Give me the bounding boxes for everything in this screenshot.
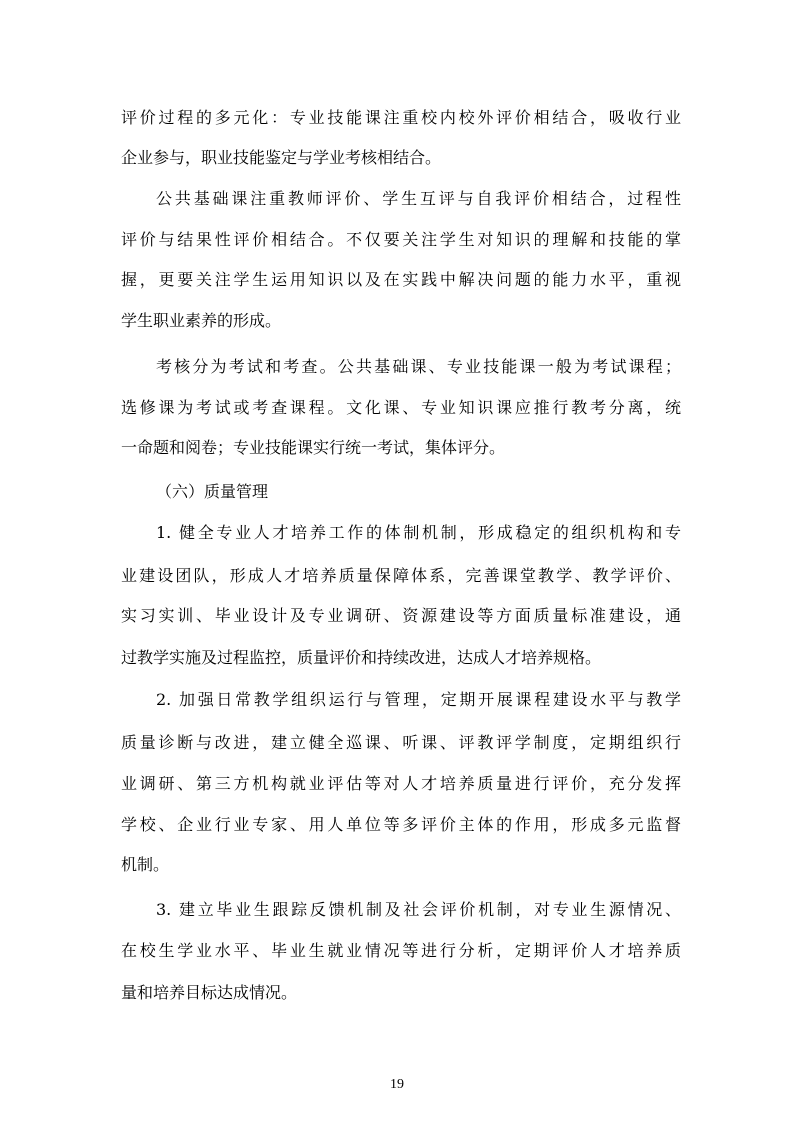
paragraph-line: 公共基础课注重教师评价、学生互评与自我评价相结合，过程性 [156,189,681,208]
paragraph-line: 在校生学业水平、毕业生就业情况等进行分析，定期评价人才培养质 [121,941,681,960]
paragraph-line: 1. 健全专业人才培养工作的体制机制，形成稳定的组织机构和专 [156,523,681,542]
section-heading: （六）质量管理 [156,482,269,501]
page-number: 19 [390,1077,404,1092]
paragraph-line: 过教学实施及过程监控，质量评价和持续改进，达成人才培养规格。 [121,648,602,667]
paragraph-line: 学生职业素养的形成。 [121,311,282,330]
paragraph-line: 握，更要关注学生运用知识以及在实践中解决问题的能力水平，重视 [121,270,681,289]
paragraph-line: 3. 建立毕业生跟踪反馈机制及社会评价机制，对专业生源情况、 [156,900,681,919]
paragraph-line: 量和培养目标达成情况。 [121,983,298,1002]
paragraph-line: 选修课为考试或考查课程。文化课、专业知识课应推行教考分离，统 [121,398,681,417]
paragraph-line: 评价过程的多元化：专业技能课注重校内校外评价相结合，吸收行业 [121,108,681,127]
paragraph-line: 企业参与，职业技能鉴定与学业考核相结合。 [121,148,442,167]
paragraph-line: 实习实训、毕业设计及专业调研、资源建设等方面质量标准建设，通 [121,606,681,625]
paragraph-line: 考核分为考试和考查。公共基础课、专业技能课一般为考试课程； [156,357,681,376]
paragraph-line: 业调研、第三方机构就业评估等对人才培养质量进行评价，充分发挥 [121,774,681,793]
paragraph-line: 评价与结果性评价相结合。不仅要关注学生对知识的理解和技能的掌 [121,230,681,249]
paragraph-line: 学校、企业行业专家、用人单位等多评价主体的作用，形成多元监督 [121,815,681,834]
paragraph-line: 一命题和阅卷；专业技能课实行统一考试，集体评分。 [121,438,506,457]
paragraph-line: 机制。 [121,855,170,874]
paragraph-line: 2. 加强日常教学组织运行与管理，定期开展课程建设水平与教学 [156,690,681,709]
paragraph-line: 业建设团队，形成人才培养质量保障体系，完善课堂教学、教学评价、 [121,566,681,585]
paragraph-line: 质量诊断与改进，建立健全巡课、听课、评教评学制度，定期组织行 [121,733,681,752]
